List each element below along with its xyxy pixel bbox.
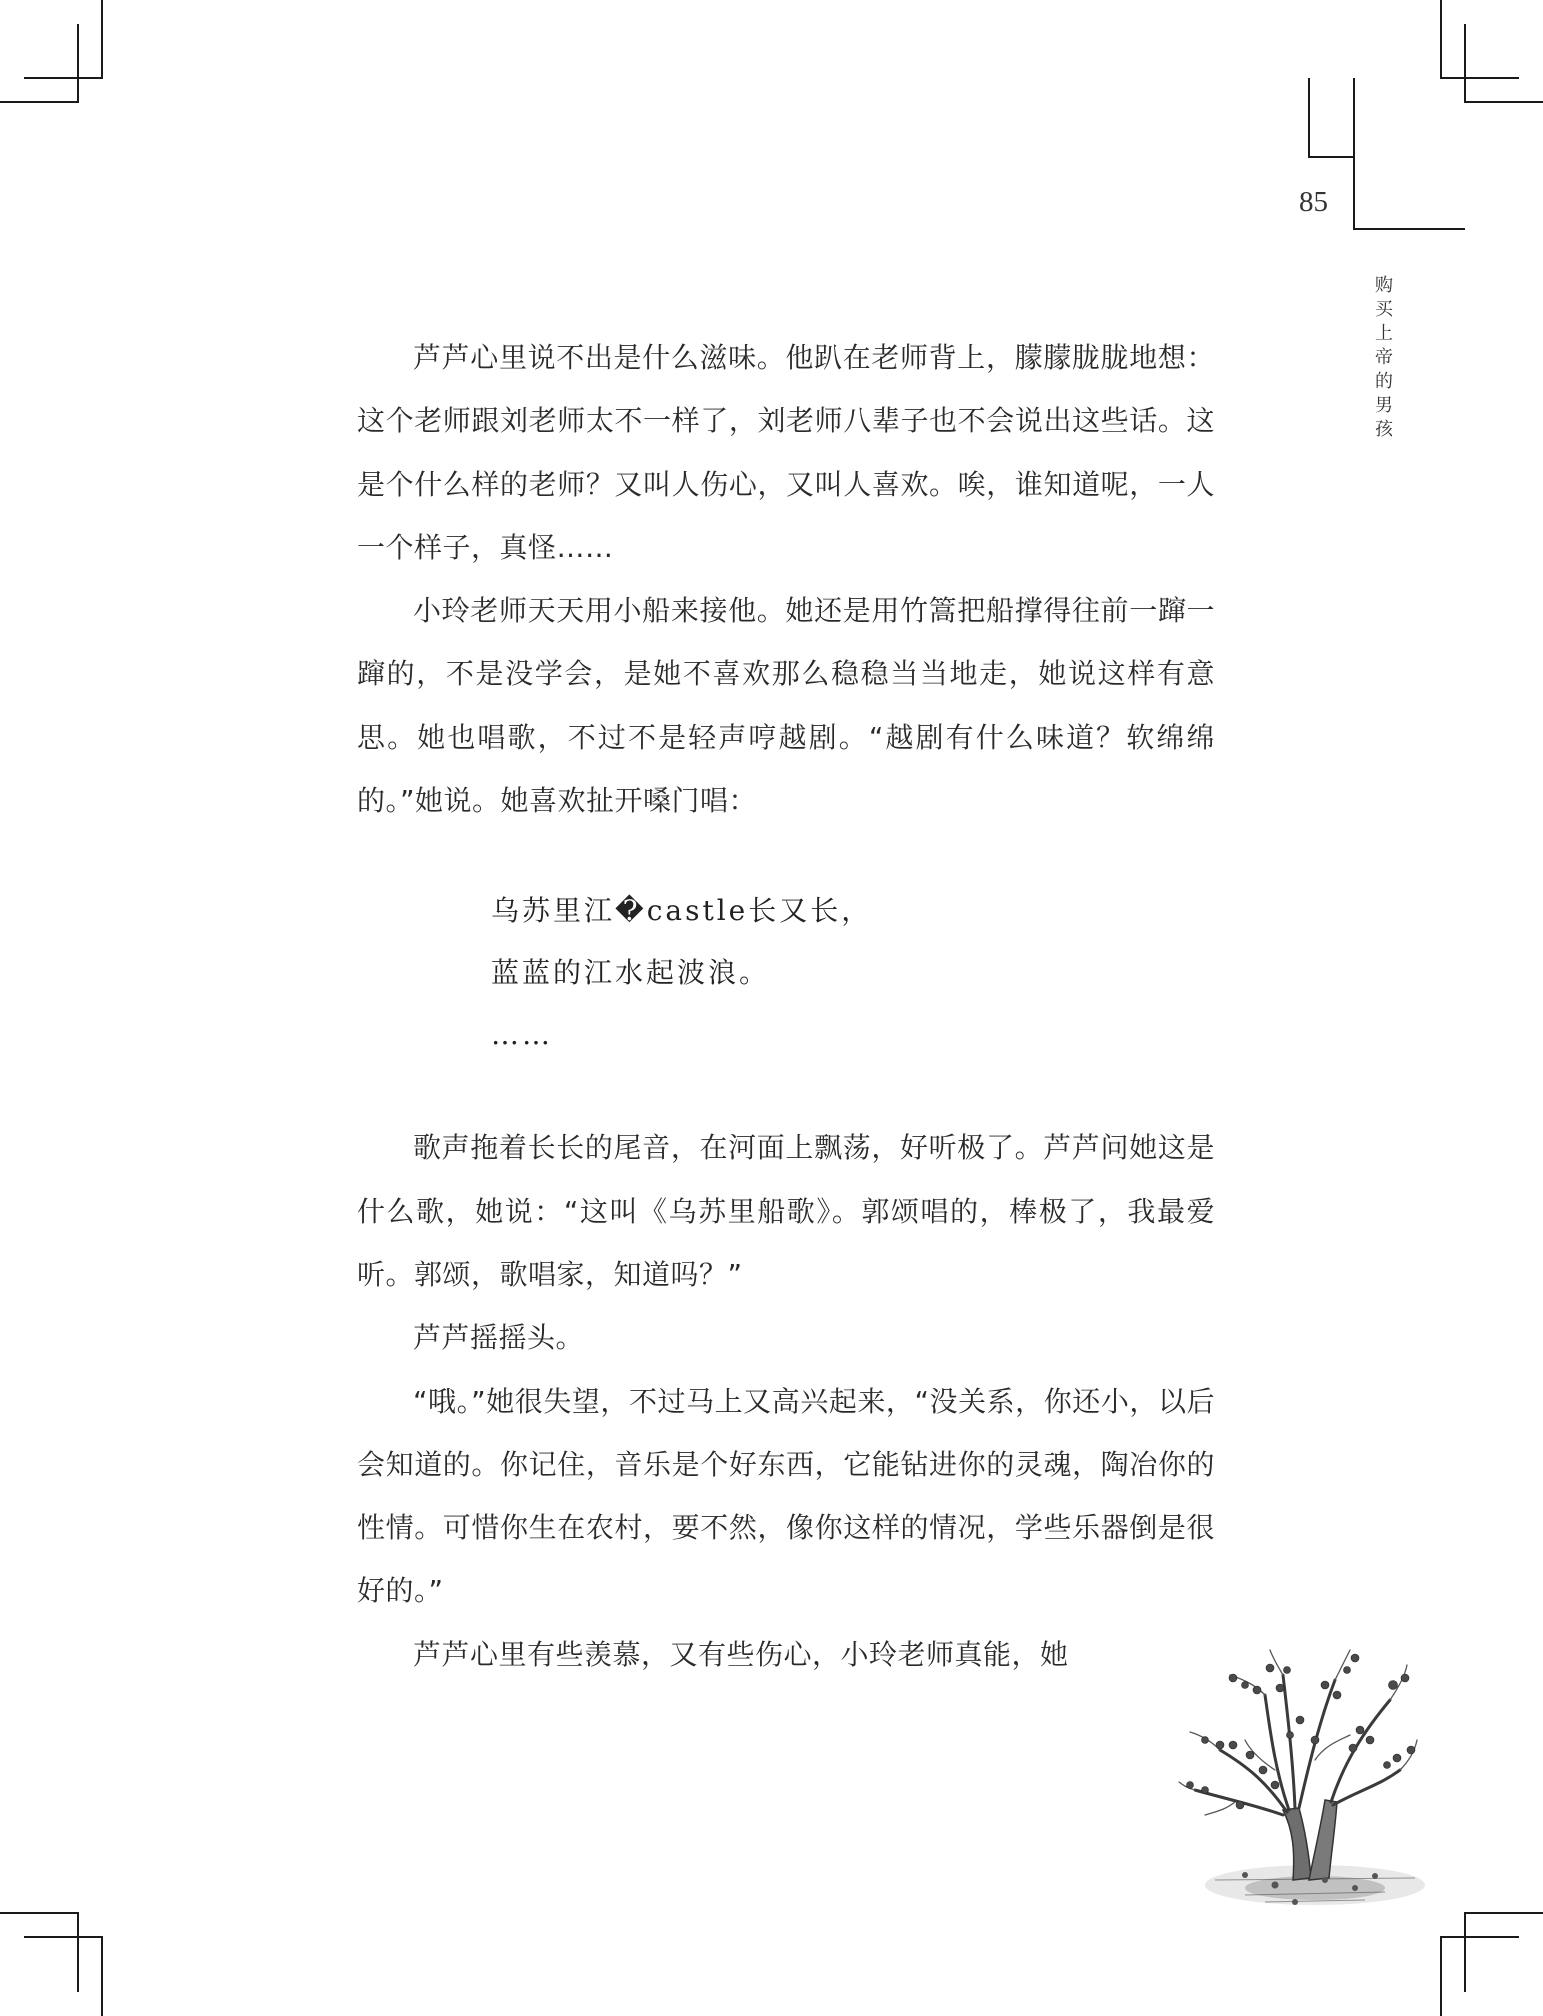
page-number: 85	[1299, 186, 1328, 218]
lyric-line: 乌苏里江�castle长又长，	[491, 894, 873, 928]
crop-mark	[1440, 1936, 1519, 1938]
folio-rule	[1353, 78, 1355, 230]
lyric-ellipsis: ……	[491, 1018, 553, 1052]
folio-rule	[1353, 228, 1465, 230]
crop-mark	[1440, 0, 1442, 79]
folio-rule	[1308, 156, 1355, 158]
crop-mark	[77, 1912, 79, 1992]
paragraph: 小玲老师天天用小船来接他。她还是用竹篙把船撑得往前一蹿一蹿的，不是没学会，是她不喜欢那么稳稳当当地走，她说这样有意思。她也唱歌，不过不是轻声哼越剧。“越剧有什么味道？软绵绵的。”她说。她喜欢扯开嗓门唱：	[357, 594, 1215, 818]
crop-mark	[24, 77, 103, 79]
running-title: 购买上帝的男孩	[1375, 275, 1393, 440]
paragraph: 歌声拖着长长的尾音，在河面上飘荡，好听极了。芦芦问她这是什么歌，她说：“这叫《乌苏里船歌》。郭颂唱的，棒极了，我最爱听。郭颂，歌唱家，知道吗？”	[357, 1131, 1215, 1291]
crop-mark	[1440, 77, 1519, 79]
crop-mark	[77, 24, 79, 103]
tree-sketch-icon	[1175, 1640, 1450, 1920]
lyric-line: 蓝蓝的江水起波浪。	[491, 956, 771, 990]
crop-mark	[1464, 1912, 1543, 1914]
body-text	[357, 326, 1215, 1686]
crop-mark	[1464, 24, 1466, 103]
crop-mark	[0, 101, 79, 103]
crop-mark	[24, 1936, 103, 1938]
crop-mark	[101, 1936, 103, 2016]
crop-mark	[101, 0, 103, 79]
crop-mark	[1464, 101, 1543, 103]
crop-mark	[1440, 1936, 1442, 2016]
paragraph: “哦。”她很失望，不过马上又高兴起来，“没关系，你还小，以后会知道的。你记住，音乐是个好东西，它能钻进你的灵魂，陶冶你的性情。可惜你生在农村，要不然，像你这样的情况，学些乐器倒是很好的。”	[357, 1384, 1215, 1608]
paragraph: 芦芦摇摇头。	[413, 1321, 585, 1355]
paragraph: 芦芦心里有些羡慕，又有些伤心，小玲老师真能，她	[413, 1637, 1069, 1671]
crop-mark	[1464, 1912, 1466, 1992]
crop-mark	[0, 1912, 79, 1914]
paragraph: 芦芦心里说不出是什么滋味。他趴在老师背上，朦朦胧胧地想：这个老师跟刘老师太不一样了，刘老师八辈子也不会说出这些话。这是个什么样的老师？又叫人伤心，又叫人喜欢。唉，谁知道呢，一人一个样子，真怪……	[357, 341, 1215, 564]
song-lyrics	[357, 880, 1215, 1066]
folio-rule	[1308, 78, 1310, 158]
